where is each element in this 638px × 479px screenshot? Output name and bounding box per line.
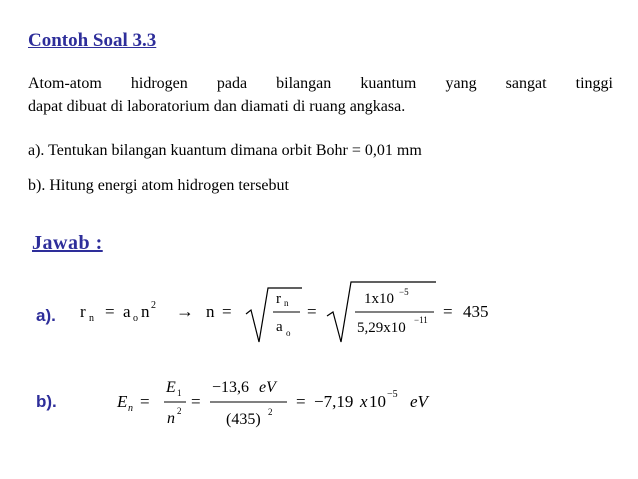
eq-b-frac2-num: −13,6 <box>212 379 250 396</box>
eq-a-equals-1: = <box>105 302 115 321</box>
eq-a-frac1-num: r <box>276 291 281 307</box>
eq-a-n2: n <box>206 302 215 321</box>
eq-a-frac1-den: a <box>276 319 283 335</box>
eq-a-frac2-den-exp: −11 <box>414 315 428 325</box>
eq-a-frac1-num-sub: n <box>284 298 289 308</box>
eq-a-equals-3: = <box>307 302 317 321</box>
eq-b-frac1-den: n <box>167 410 175 427</box>
eq-a-n-exp: 2 <box>151 300 156 311</box>
eq-b-equals-3: = <box>296 392 306 411</box>
eq-a-frac1-den-sub: o <box>286 328 291 338</box>
question-b: b). Hitung energi atom hidrogen tersebut <box>28 177 289 194</box>
eq-a-frac2-num: 1x10 <box>364 291 394 307</box>
eq-b-frac2-den: (435) <box>226 411 261 428</box>
eq-b-equals-1: = <box>140 392 150 411</box>
answer-a-equation <box>0 270 638 350</box>
eq-b-E: E <box>117 392 128 411</box>
eq-b-result-exp: −5 <box>387 389 398 400</box>
answer-b-equation <box>0 360 638 440</box>
answer-a-label: a). <box>36 306 56 325</box>
eq-b-result-unit: eV <box>410 392 428 411</box>
eq-a-r: r <box>80 302 86 321</box>
eq-b-equals-2: = <box>191 392 201 411</box>
eq-a-equals-2: = <box>222 302 232 321</box>
eq-a-a-sub: o <box>133 313 138 324</box>
eq-b-frac1-num-sub: 1 <box>177 388 182 398</box>
sqrt-icon <box>246 288 302 342</box>
eq-a-a: a <box>123 302 131 321</box>
arrow-icon: → <box>176 301 194 321</box>
problem-statement <box>28 72 613 118</box>
eq-a-r-sub: n <box>89 313 94 324</box>
eq-b-result-ten: 10 <box>369 392 386 411</box>
eq-b-E-sub: n <box>128 403 133 414</box>
problem-line-2: dapat dibuat di laboratorium dan diamati di ruang angkasa. <box>28 98 406 115</box>
eq-b-frac2-den-exp: 2 <box>268 407 273 417</box>
eq-a-equals-4: = <box>443 302 453 321</box>
problem-line-1: Atom-atom hidrogen pada bilangan kuantum yang sangat tinggi <box>28 75 613 92</box>
eq-a-n: n <box>141 302 150 321</box>
answer-heading: Jawab : <box>32 232 103 254</box>
eq-b-frac2-num-unit: eV <box>259 379 276 396</box>
eq-b-frac1-den-exp: 2 <box>177 406 182 416</box>
eq-b-result-x: x <box>360 392 368 411</box>
question-a: a). Tentukan bilangan kuantum dimana orbit Bohr = 0,01 mm <box>28 142 422 159</box>
eq-b-frac1-num: E <box>166 379 176 396</box>
eq-b-result-value: −7,19 <box>314 392 354 411</box>
example-title: Contoh Soal 3.3 <box>28 30 157 51</box>
eq-a-frac2-num-exp: −5 <box>399 287 409 297</box>
eq-a-result: 435 <box>463 302 489 321</box>
answer-b-label: b). <box>36 392 57 411</box>
eq-a-frac2-den: 5,29x10 <box>357 320 406 336</box>
